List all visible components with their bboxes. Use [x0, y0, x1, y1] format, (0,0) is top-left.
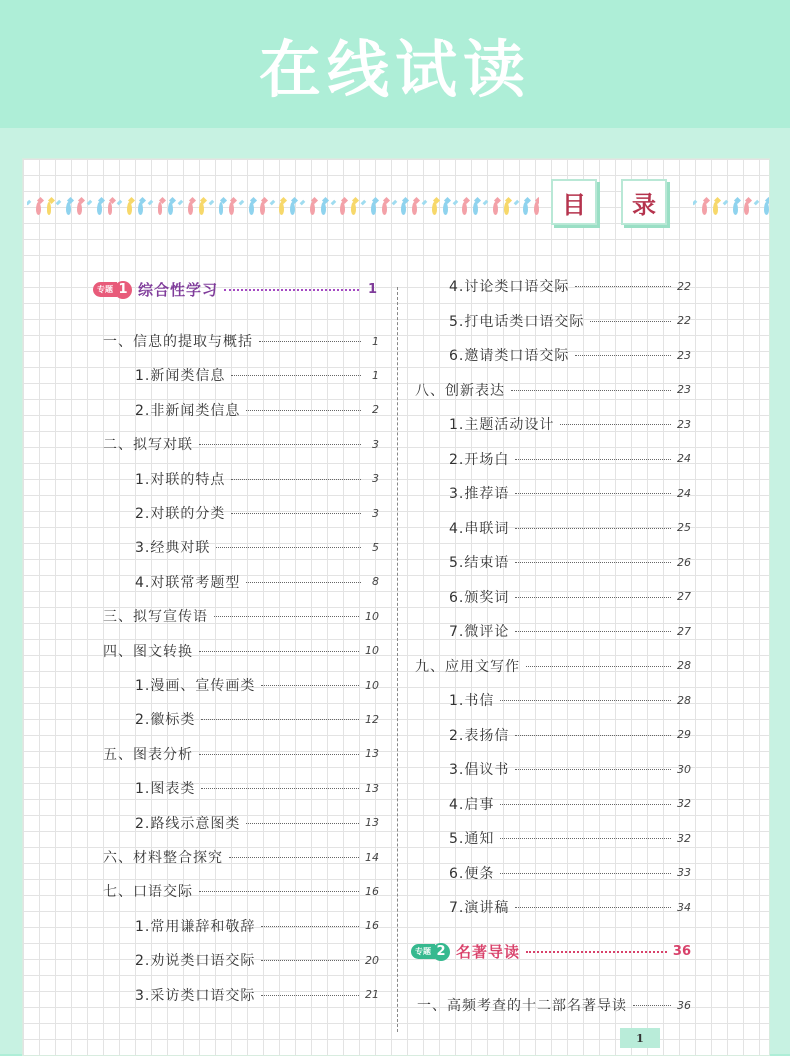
entry-label: 2.开场白 — [449, 451, 510, 468]
raindrop-icon — [462, 202, 467, 215]
entry-label: 7.演讲稿 — [449, 900, 510, 916]
sparkle-icon — [330, 200, 335, 205]
raindrop-icon — [199, 202, 204, 215]
leader-dots — [231, 478, 361, 480]
entry-label: 4.串联词 — [449, 520, 510, 537]
entry-label: 2.表扬信 — [449, 727, 510, 744]
raindrop-icon — [310, 202, 315, 215]
leader-dots — [511, 389, 671, 391]
raindrop-icon — [77, 202, 82, 215]
leader-dots — [199, 650, 359, 652]
banner-title: 在线试读 — [258, 32, 531, 106]
sparkle-icon — [269, 200, 274, 205]
sparkle-icon — [87, 200, 92, 205]
leader-dots — [261, 994, 359, 996]
sparkle-icon — [483, 200, 488, 205]
raindrop-icon — [260, 202, 265, 215]
raindrop-icon — [127, 202, 132, 215]
entry-label: 六、材料整合探究 — [103, 850, 223, 866]
toc-title-char-1: 目 — [551, 179, 597, 225]
leader-dots — [500, 803, 671, 805]
entry-page: 8 — [372, 575, 379, 589]
column-divider — [397, 287, 398, 1032]
leader-dots — [259, 340, 361, 342]
sparkle-icon — [452, 200, 457, 205]
entry-page: 32 — [677, 797, 691, 810]
toc-entry[interactable] — [135, 916, 379, 936]
leader-dots — [515, 630, 671, 632]
toc-entry[interactable] — [135, 503, 379, 523]
toc-entry[interactable] — [449, 345, 691, 365]
topic-1-label: 综合性学习 — [138, 281, 219, 299]
toc-entry[interactable] — [449, 449, 691, 469]
leader-dots — [633, 1004, 671, 1006]
leader-dots — [590, 320, 671, 322]
entry-page: 28 — [677, 693, 691, 707]
entry-page: 14 — [365, 850, 379, 864]
leader-dots — [224, 288, 359, 291]
entry-label: 七、口语交际 — [103, 884, 193, 901]
entry-label: 5.结束语 — [449, 555, 510, 571]
raindrop-icon — [401, 202, 406, 215]
entry-label: 3.采访类口语交际 — [135, 987, 256, 1004]
toc-entry[interactable] — [449, 483, 691, 503]
leader-dots — [199, 443, 361, 445]
sparkle-icon — [300, 200, 305, 205]
entry-label: 6.邀请类口语交际 — [449, 348, 570, 364]
entry-label: 5.通知 — [449, 831, 495, 847]
toc-entry[interactable] — [449, 587, 691, 607]
toc-entry[interactable] — [449, 897, 691, 917]
entry-page: 1 — [372, 334, 379, 348]
leader-dots — [261, 959, 359, 961]
toc-entry[interactable] — [135, 537, 379, 557]
raindrop-icon — [168, 202, 173, 215]
raindrop-icon — [279, 202, 284, 215]
toc-entry[interactable] — [135, 985, 379, 1005]
leader-dots — [231, 374, 361, 376]
raindrop-icon — [733, 202, 738, 215]
raindrop-icon — [188, 202, 193, 215]
raindrop-icon — [219, 202, 224, 215]
entry-label: 6.颁奖词 — [449, 589, 510, 606]
entry-label: 九、应用文写作 — [415, 658, 520, 675]
sparkle-icon — [117, 200, 122, 205]
entry-page: 30 — [677, 762, 691, 776]
leader-dots — [500, 837, 671, 839]
sparkle-icon — [513, 200, 518, 205]
entry-page: 3 — [372, 437, 379, 451]
entry-label: 3.倡议书 — [449, 762, 510, 778]
toc-entry[interactable] — [449, 690, 691, 710]
entry-label: 五、图表分析 — [103, 746, 193, 763]
raindrop-icon — [321, 202, 326, 215]
toc-entry[interactable] — [449, 794, 691, 814]
leader-dots — [515, 768, 671, 770]
leader-dots — [500, 872, 671, 874]
leader-dots — [560, 423, 671, 425]
raindrop-icon — [158, 202, 163, 215]
toc-entry[interactable] — [135, 469, 379, 489]
entry-label: 1.图表类 — [135, 781, 196, 798]
leader-dots — [515, 458, 671, 460]
raindrop-icon — [412, 202, 417, 215]
sparkle-icon — [361, 200, 366, 205]
raindrop-icon — [47, 202, 52, 215]
toc-entry[interactable] — [449, 552, 691, 572]
leader-dots — [515, 906, 671, 908]
entry-label: 2.对联的分类 — [135, 506, 226, 522]
entry-page: 23 — [677, 417, 691, 431]
entry-page: 28 — [677, 659, 691, 672]
topic-1-badge: 专题 1 — [93, 281, 132, 299]
toc-entry[interactable] — [135, 400, 379, 420]
entry-page: 13 — [365, 781, 379, 795]
leader-dots — [575, 285, 671, 287]
toc-entry[interactable] — [135, 572, 379, 592]
raindrop-icon — [382, 202, 387, 215]
entry-label: 2.非新闻类信息 — [135, 402, 241, 419]
toc-entry[interactable] — [103, 331, 379, 351]
raindrop-icon — [713, 202, 718, 215]
leader-dots — [515, 734, 671, 736]
leader-dots — [229, 856, 359, 858]
toc-entry[interactable] — [415, 380, 691, 400]
leader-dots — [526, 665, 671, 667]
entry-label: 7.微评论 — [449, 624, 510, 640]
top-banner — [0, 0, 790, 128]
toc-entry[interactable] — [449, 414, 691, 434]
raindrop-icon — [523, 202, 528, 215]
raindrop-icon — [97, 202, 102, 215]
sparkle-icon — [239, 200, 244, 205]
toc-entry[interactable] — [449, 828, 691, 848]
entry-label: 八、创新表达 — [415, 382, 505, 399]
raindrop-icon — [443, 202, 448, 215]
entry-label: 2.劝说类口语交际 — [135, 953, 256, 970]
entry-page: 22 — [677, 314, 691, 327]
sparkle-icon — [422, 200, 427, 205]
sparkle-icon — [208, 200, 213, 205]
entry-page: 32 — [677, 831, 691, 845]
leader-dots — [500, 699, 671, 701]
leader-dots — [246, 822, 359, 824]
entry-page: 36 — [677, 998, 691, 1012]
entry-page: 24 — [677, 486, 691, 500]
entry-label: 1.新闻类信息 — [135, 368, 226, 385]
raindrop-decoration-left — [27, 187, 539, 215]
leader-dots — [515, 527, 671, 529]
topic-2-page: 36 — [672, 944, 691, 959]
raindrop-icon — [702, 202, 707, 215]
leader-dots — [216, 546, 361, 548]
raindrop-icon — [473, 202, 478, 215]
entry-label: 4.启事 — [449, 796, 495, 813]
entry-page: 12 — [365, 712, 379, 726]
entry-page: 13 — [365, 747, 379, 761]
raindrop-icon — [340, 202, 345, 215]
entry-label: 1.漫画、宣传画类 — [135, 678, 256, 694]
sparkle-icon — [56, 200, 61, 205]
sparkle-icon — [391, 200, 396, 205]
toc-entry[interactable] — [449, 863, 691, 883]
entry-page: 24 — [677, 452, 691, 465]
leader-dots — [231, 512, 361, 514]
toc-entry-famous-books[interactable] — [417, 995, 691, 1015]
toc-entry[interactable] — [449, 621, 691, 641]
leader-dots — [515, 492, 671, 494]
toc-entry[interactable] — [449, 725, 691, 745]
entry-page: 26 — [677, 555, 691, 569]
toc-entry[interactable] — [135, 950, 379, 970]
topic-2-entry[interactable] — [411, 941, 691, 962]
entry-page: 13 — [365, 816, 379, 830]
raindrop-icon — [504, 202, 509, 215]
topic-2-label: 名著导读 — [456, 943, 521, 961]
leader-dots — [526, 950, 667, 953]
sparkle-icon — [148, 200, 153, 205]
leader-dots — [515, 561, 671, 563]
raindrop-icon — [432, 202, 437, 215]
toc-entry[interactable] — [449, 276, 691, 296]
entry-page: 22 — [677, 279, 691, 293]
entry-page: 23 — [677, 348, 691, 362]
toc-entry[interactable] — [103, 641, 379, 661]
entry-page: 34 — [677, 900, 691, 914]
entry-label: 1.对联的特点 — [135, 471, 226, 488]
entry-label: 4.对联常考题型 — [135, 574, 241, 591]
raindrop-icon — [229, 202, 234, 215]
entry-label: 4.讨论类口语交际 — [449, 279, 570, 295]
entry-label: 四、图文转换 — [103, 643, 193, 660]
toc-entry[interactable] — [449, 311, 691, 331]
topic-2-badge: 专题 2 — [411, 943, 450, 961]
entry-page: 29 — [677, 728, 691, 741]
toc-entry[interactable] — [449, 518, 691, 538]
raindrop-decoration-right — [693, 187, 769, 215]
page-number: 1 — [620, 1028, 660, 1048]
leader-dots — [261, 925, 359, 927]
entry-label: 1.主题活动设计 — [449, 417, 555, 433]
raindrop-icon — [371, 202, 376, 215]
entry-page: 3 — [372, 472, 379, 486]
toc-page — [0, 128, 790, 1054]
entry-label: 一、高频考查的十二部名著导读 — [417, 998, 627, 1014]
raindrop-icon — [290, 202, 295, 215]
entry-page: 25 — [677, 521, 691, 534]
entry-label: 1.书信 — [449, 693, 495, 709]
toc-entry[interactable] — [135, 778, 379, 798]
leader-dots — [515, 596, 671, 598]
entry-label: 3.推荐语 — [449, 486, 510, 502]
sparkle-icon — [693, 200, 697, 206]
toc-entry[interactable] — [135, 813, 379, 833]
raindrop-icon — [534, 202, 539, 215]
entry-page: 10 — [365, 678, 379, 692]
entry-label: 三、拟写宣传语 — [103, 609, 208, 626]
entry-page: 5 — [372, 540, 379, 554]
leader-dots — [575, 354, 671, 356]
entry-page: 16 — [365, 884, 379, 898]
leader-dots — [214, 615, 359, 617]
raindrop-icon — [108, 202, 113, 215]
leader-dots — [246, 581, 361, 583]
toc-entry[interactable] — [103, 434, 379, 454]
entry-page: 16 — [365, 919, 379, 933]
entry-label: 2.徽标类 — [135, 712, 196, 729]
entry-label: 1.常用谦辞和敬辞 — [135, 918, 256, 935]
toc-entry[interactable] — [103, 881, 379, 901]
topic-1-entry[interactable] — [93, 279, 377, 300]
sparkle-icon — [723, 200, 729, 206]
entry-label: 2.路线示意图类 — [135, 815, 241, 832]
toc-entry[interactable] — [103, 847, 379, 867]
entry-label: 一、信息的提取与概括 — [103, 334, 253, 350]
leader-dots — [201, 718, 359, 720]
entry-label: 5.打电话类口语交际 — [449, 313, 585, 330]
raindrop-icon — [138, 202, 143, 215]
raindrop-icon — [351, 202, 356, 215]
toc-entry[interactable] — [135, 709, 379, 729]
entry-label: 二、拟写对联 — [103, 437, 193, 454]
toc-entry[interactable] — [135, 365, 379, 385]
toc-entry[interactable] — [103, 744, 379, 764]
raindrop-icon — [249, 202, 254, 215]
entry-label: 6.便条 — [449, 865, 495, 882]
sparkle-icon — [178, 200, 183, 205]
toc-entry[interactable] — [135, 675, 379, 695]
entry-page: 3 — [372, 506, 379, 520]
toc-entry[interactable] — [415, 656, 691, 676]
leader-dots — [199, 890, 359, 892]
entry-page: 23 — [677, 383, 691, 396]
entry-page: 10 — [365, 609, 379, 623]
entry-page: 20 — [365, 953, 379, 967]
raindrop-icon — [764, 202, 769, 215]
sparkle-icon — [754, 200, 760, 206]
entry-page: 1 — [372, 368, 379, 382]
toc-title-char-2: 录 — [621, 179, 667, 225]
leader-dots — [201, 787, 359, 789]
toc-entry[interactable] — [103, 606, 379, 626]
raindrop-icon — [36, 202, 41, 215]
raindrop-icon — [744, 202, 749, 215]
toc-entry[interactable] — [449, 759, 691, 779]
entry-page: 2 — [372, 403, 379, 417]
entry-page: 27 — [677, 624, 691, 638]
leader-dots — [246, 409, 361, 411]
entry-page: 10 — [365, 644, 379, 658]
grid-paper — [22, 158, 770, 1056]
leader-dots — [261, 684, 359, 686]
leader-dots — [199, 753, 359, 755]
raindrop-icon — [66, 202, 71, 215]
entry-label: 3.经典对联 — [135, 540, 211, 557]
raindrop-icon — [493, 202, 498, 215]
entry-page: 27 — [677, 590, 691, 603]
topic-1-page: 1 — [367, 282, 377, 297]
entry-page: 33 — [677, 866, 691, 879]
sparkle-icon — [27, 200, 31, 205]
entry-page: 21 — [365, 988, 379, 1002]
